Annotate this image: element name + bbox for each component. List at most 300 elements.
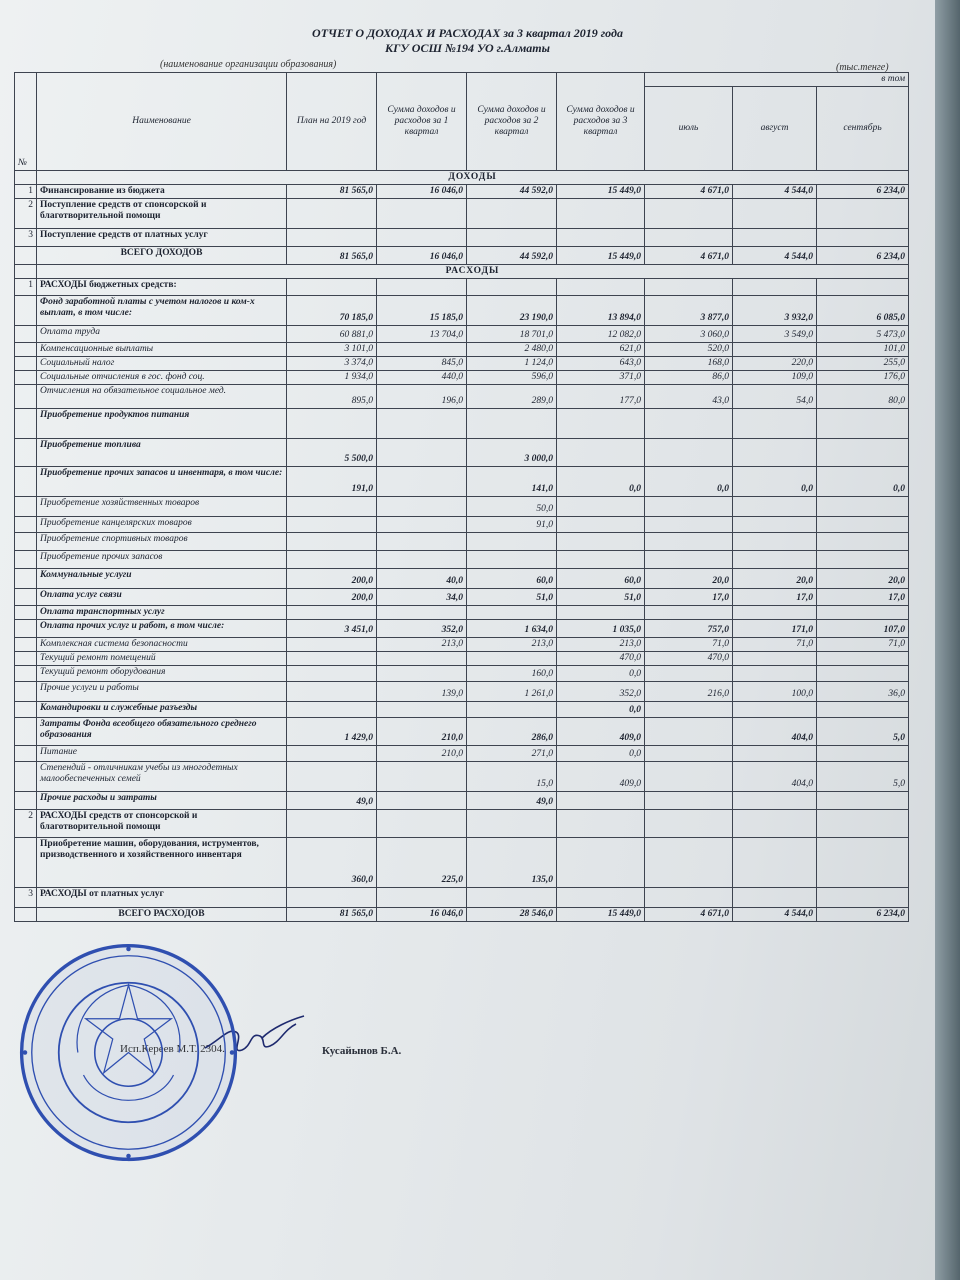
cell-q3 [557, 409, 645, 439]
cell-q3: 470,0 [557, 652, 645, 666]
cell-september [817, 279, 909, 296]
cell-plan: 5 500,0 [287, 439, 377, 467]
cell-september: 107,0 [817, 620, 909, 638]
director-name: Кусайынов Б.А. [322, 1045, 402, 1057]
cell-q3 [557, 606, 645, 620]
cell-august [733, 551, 817, 569]
cell-august [733, 888, 817, 908]
table-row [15, 371, 909, 385]
cell-q2 [467, 533, 557, 551]
cell-september: 5 473,0 [817, 326, 909, 343]
row-number [15, 517, 37, 533]
cell-plan: 3 101,0 [287, 343, 377, 357]
cell-q1: 139,0 [377, 682, 467, 702]
row-number [15, 296, 37, 326]
cell-august [733, 666, 817, 682]
cell-q2: 60,0 [467, 569, 557, 589]
cell-q3 [557, 439, 645, 467]
row-name: РАСХОДЫ средств от спонсорской и благотворительной помощи [37, 810, 287, 838]
cell-august: 3 549,0 [733, 326, 817, 343]
row-name: Прочие расходы и затраты [37, 792, 287, 810]
cell-september: 101,0 [817, 343, 909, 357]
cell-q3 [557, 517, 645, 533]
row-name: Приобретение машин, оборудования, иструментов, призводственного и хозяйственного инвентаря [37, 838, 287, 888]
cell-q3: 621,0 [557, 343, 645, 357]
cell-july [645, 517, 733, 533]
cell-q3 [557, 199, 645, 229]
cell-q1: 40,0 [377, 569, 467, 589]
cell-q1: 13 704,0 [377, 326, 467, 343]
cell-july [645, 199, 733, 229]
cell-august: 0,0 [733, 467, 817, 497]
cell-july: 0,0 [645, 467, 733, 497]
cell-plan: 360,0 [287, 838, 377, 888]
cell-august: 109,0 [733, 371, 817, 385]
cell-q2: 160,0 [467, 666, 557, 682]
cell-q1: 15 185,0 [377, 296, 467, 326]
cell-july [645, 229, 733, 247]
units-label: (тыс.тенге) [836, 62, 889, 73]
row-number [15, 551, 37, 569]
cell-august: 100,0 [733, 682, 817, 702]
cell-q1 [377, 762, 467, 792]
cell-q3: 409,0 [557, 762, 645, 792]
cell-august [733, 229, 817, 247]
cell-q2: 2 480,0 [467, 343, 557, 357]
cell-q1 [377, 229, 467, 247]
cell-plan [287, 229, 377, 247]
cell-august [733, 606, 817, 620]
header-q3: Сумма доходов и расходов за 3 квартал [557, 73, 645, 171]
cell-q1: 440,0 [377, 371, 467, 385]
cell-plan [287, 702, 377, 718]
cell-august: 54,0 [733, 385, 817, 409]
table-row [15, 517, 909, 533]
cell-july: 20,0 [645, 569, 733, 589]
cell-q1: 210,0 [377, 718, 467, 746]
report-body [15, 185, 909, 922]
cell-september [817, 497, 909, 517]
cell-august [733, 810, 817, 838]
cell-plan [287, 810, 377, 838]
cell-september: 6 234,0 [817, 247, 909, 265]
cell-plan [287, 762, 377, 792]
cell-q3 [557, 533, 645, 551]
row-number: 2 [15, 810, 37, 838]
header-q2: Сумма доходов и расходов за 2 квартал [467, 73, 557, 171]
row-number [15, 439, 37, 467]
header-september: сентябрь [817, 87, 909, 171]
cell-july: 470,0 [645, 652, 733, 666]
cell-q3: 1 035,0 [557, 620, 645, 638]
cell-july [645, 810, 733, 838]
row-number [15, 569, 37, 589]
cell-july: 757,0 [645, 620, 733, 638]
cell-september: 6 085,0 [817, 296, 909, 326]
table-row [15, 551, 909, 569]
table-row [15, 908, 909, 922]
cell-plan: 191,0 [287, 467, 377, 497]
cell-july [645, 702, 733, 718]
cell-q3 [557, 497, 645, 517]
cell-q1: 16 046,0 [377, 908, 467, 922]
cell-july [645, 533, 733, 551]
cell-july: 4 671,0 [645, 247, 733, 265]
cell-q1: 34,0 [377, 589, 467, 606]
cell-q2: 1 124,0 [467, 357, 557, 371]
row-number [15, 702, 37, 718]
cell-september: 176,0 [817, 371, 909, 385]
row-number [15, 652, 37, 666]
table-row [15, 326, 909, 343]
row-number: 1 [15, 279, 37, 296]
cell-q3 [557, 888, 645, 908]
row-name: Социальные отчисления в гос. фонд соц. [37, 371, 287, 385]
row-name: Комплексная система безопасности [37, 638, 287, 652]
row-number [15, 409, 37, 439]
cell-july [645, 746, 733, 762]
cell-q3: 51,0 [557, 589, 645, 606]
header-num: № [15, 73, 37, 171]
cell-q2 [467, 888, 557, 908]
table-row [15, 652, 909, 666]
cell-q1 [377, 810, 467, 838]
row-number [15, 385, 37, 409]
row-number [15, 371, 37, 385]
organization-caption: (наименование организации образования) [160, 59, 337, 70]
row-number [15, 326, 37, 343]
row-name: Поступление средств от платных услуг [37, 229, 287, 247]
row-name: Отчисления на обязательное социальное мед. [37, 385, 287, 409]
cell-q1 [377, 888, 467, 908]
header-plan: План на 2019 год [287, 73, 377, 171]
cell-plan: 81 565,0 [287, 908, 377, 922]
row-number: 3 [15, 888, 37, 908]
cell-july: 86,0 [645, 371, 733, 385]
row-name: Компенсационные выплаты [37, 343, 287, 357]
cell-august [733, 199, 817, 229]
cell-q3: 0,0 [557, 666, 645, 682]
cell-july: 17,0 [645, 589, 733, 606]
cell-august [733, 838, 817, 888]
row-number [15, 666, 37, 682]
cell-september: 6 234,0 [817, 908, 909, 922]
row-name: Приобретение канцелярских товаров [37, 517, 287, 533]
row-name: Степендий - отличникам учебы из многодетных малообеспеченных семей [37, 762, 287, 792]
cell-july: 3 060,0 [645, 326, 733, 343]
cell-plan [287, 517, 377, 533]
cell-q1: 213,0 [377, 638, 467, 652]
cell-august: 404,0 [733, 718, 817, 746]
table-row [15, 357, 909, 371]
table-row [15, 838, 909, 888]
row-name: Оплата прочих услуг и работ, в том числе: [37, 620, 287, 638]
cell-q2: 18 701,0 [467, 326, 557, 343]
cell-september [817, 810, 909, 838]
background-edge [935, 0, 960, 1280]
cell-q1 [377, 497, 467, 517]
cell-july: 216,0 [645, 682, 733, 702]
cell-september: 6 234,0 [817, 185, 909, 199]
cell-q1: 225,0 [377, 838, 467, 888]
cell-september [817, 533, 909, 551]
cell-q3: 0,0 [557, 702, 645, 718]
cell-july [645, 551, 733, 569]
cell-july [645, 497, 733, 517]
table-row [15, 666, 909, 682]
cell-q3 [557, 229, 645, 247]
cell-august: 3 932,0 [733, 296, 817, 326]
cell-august [733, 652, 817, 666]
cell-september: 20,0 [817, 569, 909, 589]
cell-q1: 16 046,0 [377, 247, 467, 265]
cell-august: 220,0 [733, 357, 817, 371]
cell-q1 [377, 409, 467, 439]
cell-q2: 596,0 [467, 371, 557, 385]
cell-q3: 213,0 [557, 638, 645, 652]
cell-plan [287, 409, 377, 439]
row-number [15, 343, 37, 357]
table-row [15, 247, 909, 265]
cell-september [817, 551, 909, 569]
row-name: Приобретение спортивных товаров [37, 533, 287, 551]
cell-july [645, 606, 733, 620]
cell-plan [287, 746, 377, 762]
cell-september [817, 409, 909, 439]
cell-plan: 200,0 [287, 569, 377, 589]
cell-august [733, 279, 817, 296]
cell-plan: 1 934,0 [287, 371, 377, 385]
cell-q1 [377, 467, 467, 497]
cell-q1 [377, 439, 467, 467]
cell-august: 20,0 [733, 569, 817, 589]
table-row [15, 229, 909, 247]
table-row [15, 792, 909, 810]
table-row [15, 589, 909, 606]
row-number [15, 497, 37, 517]
cell-q1 [377, 652, 467, 666]
organization-title: КГУ ОСШ №194 УО г.Алматы [385, 41, 550, 55]
cell-july: 43,0 [645, 385, 733, 409]
cell-q3 [557, 551, 645, 569]
header-july: июль [645, 87, 733, 171]
table-row [15, 762, 909, 792]
table-row [15, 497, 909, 517]
cell-q3 [557, 279, 645, 296]
row-number [15, 682, 37, 702]
cell-plan [287, 652, 377, 666]
cell-july [645, 718, 733, 746]
cell-september [817, 666, 909, 682]
cell-q3 [557, 810, 645, 838]
row-name: Питание [37, 746, 287, 762]
cell-september: 36,0 [817, 682, 909, 702]
header-q1: Сумма доходов и расходов за 1 квартал [377, 73, 467, 171]
cell-august [733, 409, 817, 439]
cell-september [817, 838, 909, 888]
cell-q2: 286,0 [467, 718, 557, 746]
cell-q2 [467, 652, 557, 666]
row-number [15, 467, 37, 497]
cell-q3: 371,0 [557, 371, 645, 385]
cell-q1: 196,0 [377, 385, 467, 409]
cell-q2: 3 000,0 [467, 439, 557, 467]
cell-plan: 1 429,0 [287, 718, 377, 746]
cell-q3 [557, 792, 645, 810]
cell-q1: 845,0 [377, 357, 467, 371]
cell-july [645, 792, 733, 810]
cell-september [817, 229, 909, 247]
row-number [15, 908, 37, 922]
cell-plan [287, 606, 377, 620]
cell-september: 5,0 [817, 762, 909, 792]
cell-plan [287, 666, 377, 682]
cell-q1: 210,0 [377, 746, 467, 762]
cell-q2: 44 592,0 [467, 247, 557, 265]
cell-plan: 3 451,0 [287, 620, 377, 638]
cell-august: 4 544,0 [733, 247, 817, 265]
cell-july: 168,0 [645, 357, 733, 371]
cell-july [645, 409, 733, 439]
cell-q3: 409,0 [557, 718, 645, 746]
cell-q2: 135,0 [467, 838, 557, 888]
cell-plan: 70 185,0 [287, 296, 377, 326]
cell-august [733, 497, 817, 517]
table-row [15, 467, 909, 497]
row-name: РАСХОДЫ от платных услуг [37, 888, 287, 908]
row-name: Текущий ремонт помещений [37, 652, 287, 666]
cell-september: 5,0 [817, 718, 909, 746]
official-seal [16, 940, 241, 1165]
cell-september: 0,0 [817, 467, 909, 497]
cell-q2: 1 261,0 [467, 682, 557, 702]
header-name: Наименование [37, 73, 287, 171]
cell-july: 4 671,0 [645, 908, 733, 922]
row-number [15, 589, 37, 606]
cell-q1 [377, 702, 467, 718]
row-name: Поступление средств от спонсорской и благотворительной помощи [37, 199, 287, 229]
cell-q2: 23 190,0 [467, 296, 557, 326]
row-name: ВСЕГО РАСХОДОВ [37, 908, 287, 922]
table-row [15, 606, 909, 620]
cell-august [733, 702, 817, 718]
row-number [15, 620, 37, 638]
cell-august: 71,0 [733, 638, 817, 652]
row-number [15, 718, 37, 746]
cell-q2: 141,0 [467, 467, 557, 497]
cell-august: 171,0 [733, 620, 817, 638]
row-name: Приобретение хозяйственных товаров [37, 497, 287, 517]
row-number [15, 606, 37, 620]
cell-q3: 15 449,0 [557, 185, 645, 199]
row-number: 2 [15, 199, 37, 229]
cell-august: 4 544,0 [733, 185, 817, 199]
header-august: август [733, 87, 817, 171]
cell-september [817, 792, 909, 810]
cell-q1 [377, 199, 467, 229]
cell-plan [287, 497, 377, 517]
row-name: Фонд заработной платы с учетом налогов и ком-х выплат, в том числе: [37, 296, 287, 326]
cell-q2 [467, 279, 557, 296]
cell-q3 [557, 838, 645, 888]
cell-plan [287, 888, 377, 908]
row-name: Командировки и служебные разъезды [37, 702, 287, 718]
cell-q3: 643,0 [557, 357, 645, 371]
table-row [15, 439, 909, 467]
cell-q2: 49,0 [467, 792, 557, 810]
cell-plan [287, 682, 377, 702]
cell-july [645, 666, 733, 682]
row-number: 1 [15, 185, 37, 199]
cell-q1 [377, 533, 467, 551]
cell-september [817, 199, 909, 229]
cell-august [733, 517, 817, 533]
row-number [15, 533, 37, 551]
cell-q2 [467, 409, 557, 439]
cell-q2: 50,0 [467, 497, 557, 517]
row-name: Оплата услуг связи [37, 589, 287, 606]
cell-july [645, 838, 733, 888]
table-row [15, 888, 909, 908]
row-number: 3 [15, 229, 37, 247]
row-number [15, 357, 37, 371]
row-name: Приобретение прочих запасов [37, 551, 287, 569]
table-row [15, 638, 909, 652]
row-name: Прочие услуги и работы [37, 682, 287, 702]
row-name: Приобретение топлива [37, 439, 287, 467]
cell-september [817, 517, 909, 533]
cell-september: 17,0 [817, 589, 909, 606]
table-row [15, 265, 909, 279]
cell-august: 4 544,0 [733, 908, 817, 922]
cell-september [817, 702, 909, 718]
cell-q3: 0,0 [557, 467, 645, 497]
row-number [15, 746, 37, 762]
cell-q2: 91,0 [467, 517, 557, 533]
row-number [15, 638, 37, 652]
cell-q2 [467, 702, 557, 718]
cell-plan [287, 551, 377, 569]
cell-plan: 49,0 [287, 792, 377, 810]
cell-q1: 16 046,0 [377, 185, 467, 199]
cell-q2: 213,0 [467, 638, 557, 652]
table-row [15, 199, 909, 229]
cell-q1 [377, 551, 467, 569]
cell-plan: 895,0 [287, 385, 377, 409]
row-name: РАСХОДЫ бюджетных средств: [37, 279, 287, 296]
cell-q3: 15 449,0 [557, 247, 645, 265]
table-row [15, 279, 909, 296]
row-name: Оплата транспортных услуг [37, 606, 287, 620]
cell-q1 [377, 279, 467, 296]
report-table [14, 72, 909, 922]
table-row [15, 746, 909, 762]
cell-q2 [467, 199, 557, 229]
cell-plan: 3 374,0 [287, 357, 377, 371]
cell-july: 71,0 [645, 638, 733, 652]
table-row [15, 296, 909, 326]
cell-q2: 289,0 [467, 385, 557, 409]
row-name: ВСЕГО ДОХОДОВ [37, 247, 287, 265]
cell-september [817, 439, 909, 467]
cell-september: 71,0 [817, 638, 909, 652]
row-name: Приобретение продуктов питания [37, 409, 287, 439]
section-expense: РАСХОДЫ [37, 265, 909, 279]
cell-july [645, 762, 733, 792]
cell-july: 3 877,0 [645, 296, 733, 326]
cell-q2 [467, 229, 557, 247]
table-row [15, 385, 909, 409]
